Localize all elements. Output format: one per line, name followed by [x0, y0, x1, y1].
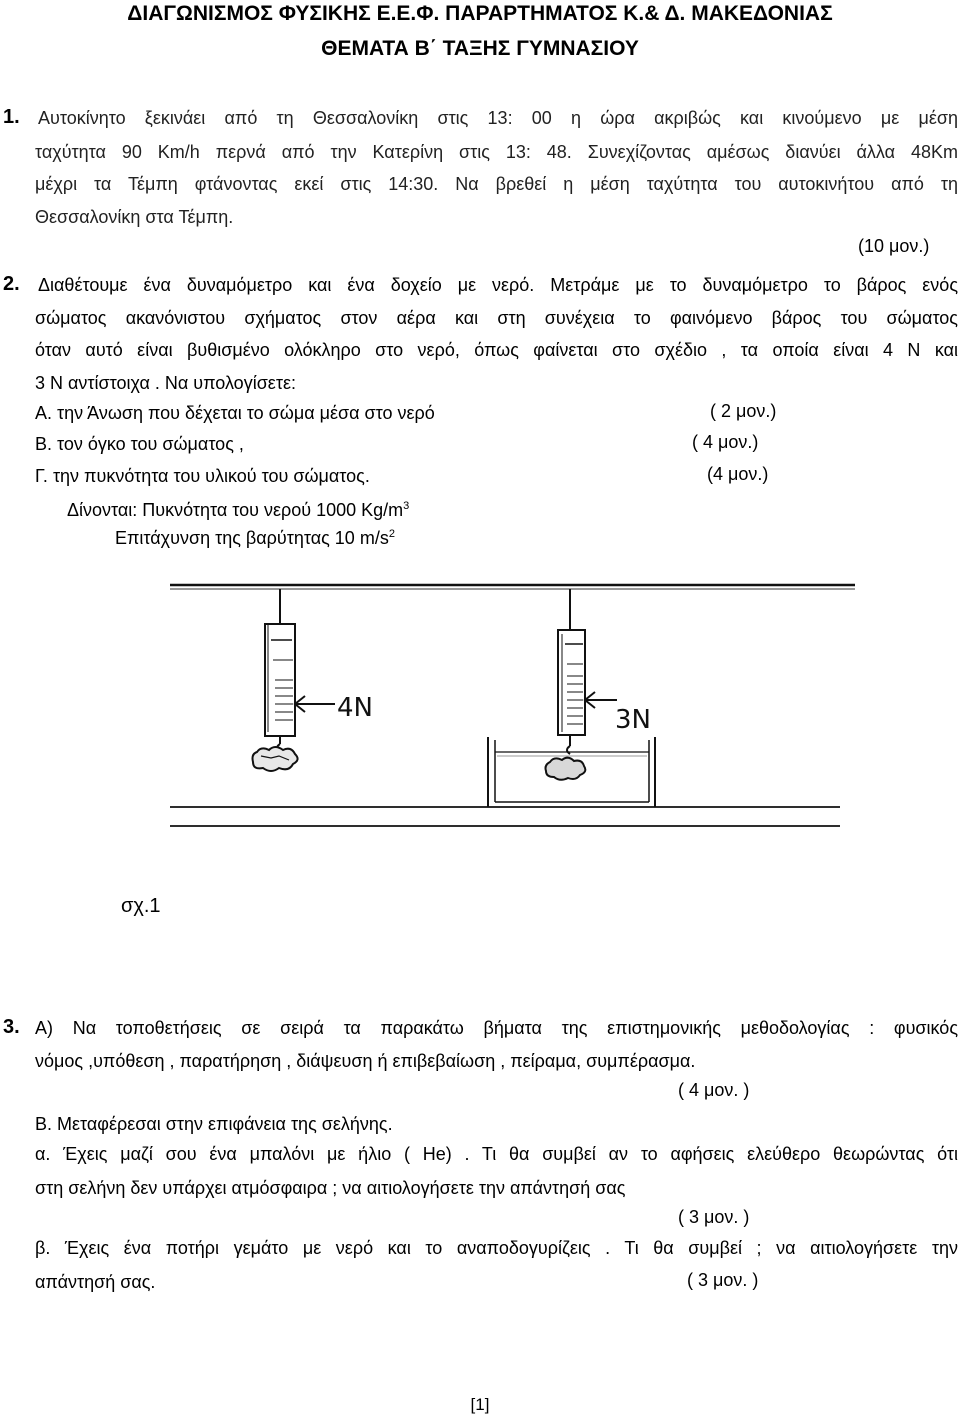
- figure-caption: σχ.1: [121, 895, 161, 917]
- left-irregular-body: [253, 747, 298, 771]
- q2-item-c: Γ. την πυκνότητα του υλικού του σώματος.: [35, 466, 370, 486]
- q2-line-3: όταν αυτό είναι βυθισμένο ολόκληρο στο νερό, όπως φαίνεται στο σχέδιο , τα οποία είναι 4 Ν και: [35, 340, 958, 360]
- exam-title: ΔΙΑΓΩΝΙΣΜΟΣ ΦΥΣΙΚΗΣ Ε.Ε.Φ. ΠΑΡΑΡΤΗΜΑΤΟΣ Κ.& Δ. ΜΑΚΕΔΟΝΙΑΣ: [127, 2, 833, 25]
- q2-line-4: 3 Ν αντίστοιχα . Να υπολογίσετε:: [35, 373, 296, 393]
- q3-alpha-line-2: στη σελήνη δεν υπάρχει ατμόσφαιρα ; να αιτιολογήσετε την απάντησή σας: [35, 1178, 626, 1198]
- q2-item-a: Α. την Άνωση που δέχεται το σώμα μέσα στο νερό: [35, 403, 435, 423]
- q2-item-b-points: ( 4 μον.): [692, 432, 759, 452]
- right-submerged-body: [546, 758, 586, 780]
- question-2-number: 2.: [3, 273, 20, 295]
- exam-subtitle: ΘΕΜΑΤΑ Β΄ ΤΑΞΗΣ ΓΥΜΝΑΣΙΟΥ: [321, 37, 639, 60]
- q3-alpha-points: ( 3 μον. ): [678, 1207, 750, 1227]
- q2-item-a-points: ( 2 μον.): [710, 401, 777, 421]
- q2-item-b: Β. τον όγκο του σώματος ,: [35, 434, 244, 454]
- given-gravity-text: Επιτάχυνση της βαρύτητας 10 m/s: [115, 528, 389, 548]
- q3-beta-points: ( 3 μον. ): [687, 1270, 759, 1290]
- dynamometer-figure: [165, 580, 865, 910]
- q3-alpha-line-1: α. Έχεις μαζί σου ένα μπαλόνι με ήλιο ( He) . Τι θα συμβεί αν το αφήσεις ελεύθερο θεωρώντας ότι: [35, 1144, 958, 1164]
- q2-line-1: Διαθέτουμε ένα δυναμόμετρο και ένα δοχείο με νερό. Μετράμε με το δυναμόμετρο το βάρος ενός: [38, 275, 958, 295]
- page-number: [1]: [470, 1395, 490, 1414]
- q2-given-density: [67, 494, 409, 522]
- q1-points: (10 μον.): [858, 236, 930, 256]
- question-3-number: 3.: [3, 1016, 20, 1038]
- q3-line-2: νόμος ,υπόθεση , παρατήρηση , διάψευση ή επιβεβαίωση , πείραμα, συμπέρασμα.: [35, 1051, 696, 1071]
- given-gravity-exponent: 2: [388, 528, 395, 540]
- right-force-label: 3N: [615, 705, 651, 735]
- q1-line-3: μέχρι τα Τέμπη φτάνοντας εκεί στις 14:30. Να βρεθεί η μέση ταχύτητα του αυτοκινήτου από τη: [35, 174, 958, 194]
- left-force-label: 4N: [337, 693, 373, 723]
- right-dynamometer: [558, 589, 617, 754]
- question-1-number: 1.: [3, 106, 20, 128]
- q3-line-1: Α) Να τοποθετήσεις σε σειρά τα παρακάτω βήματα της επιστημονικής μεθοδολογίας : φυσικός: [35, 1018, 958, 1038]
- q1-line-1: Αυτοκίνητο ξεκινάει από τη Θεσσαλονίκη στις 13: 00 η ώρα ακριβώς και κινούμενο με μέση: [38, 108, 958, 128]
- q2-given-gravity: [115, 522, 395, 550]
- q1-line-4: Θεσσαλονίκη στα Τέμπη.: [35, 207, 234, 227]
- q3-line-b: Β. Μεταφέρεσαι στην επιφάνεια της σελήνης.: [35, 1114, 393, 1134]
- q3-beta-line-2: απάντησή σας.: [35, 1272, 156, 1292]
- given-density-exponent: 3: [403, 500, 410, 512]
- given-density-text: Δίνονται: Πυκνότητα του νερού 1000 Kg/m: [67, 500, 404, 520]
- q3-a-points: ( 4 μον. ): [678, 1080, 750, 1100]
- q2-item-c-points: (4 μον.): [707, 464, 769, 484]
- q3-beta-line-1: β. Έχεις ένα ποτήρι γεμάτο με νερό και το αναποδογυρίζεις . Τι θα συμβεί ; να αιτιολογήσετε την: [35, 1238, 958, 1258]
- q2-line-2: σώματος ακανόνιστου σχήματος στον αέρα και στη συνέχεια το φαινόμενο βάρος του σώματος: [35, 308, 958, 328]
- left-dynamometer: [253, 589, 336, 771]
- q1-line-2: ταχύτητα 90 Km/h περνά από την Κατερίνη στις 13: 48. Συνεχίζοντας αμέσως διανύει άλλα 48Km: [35, 142, 958, 162]
